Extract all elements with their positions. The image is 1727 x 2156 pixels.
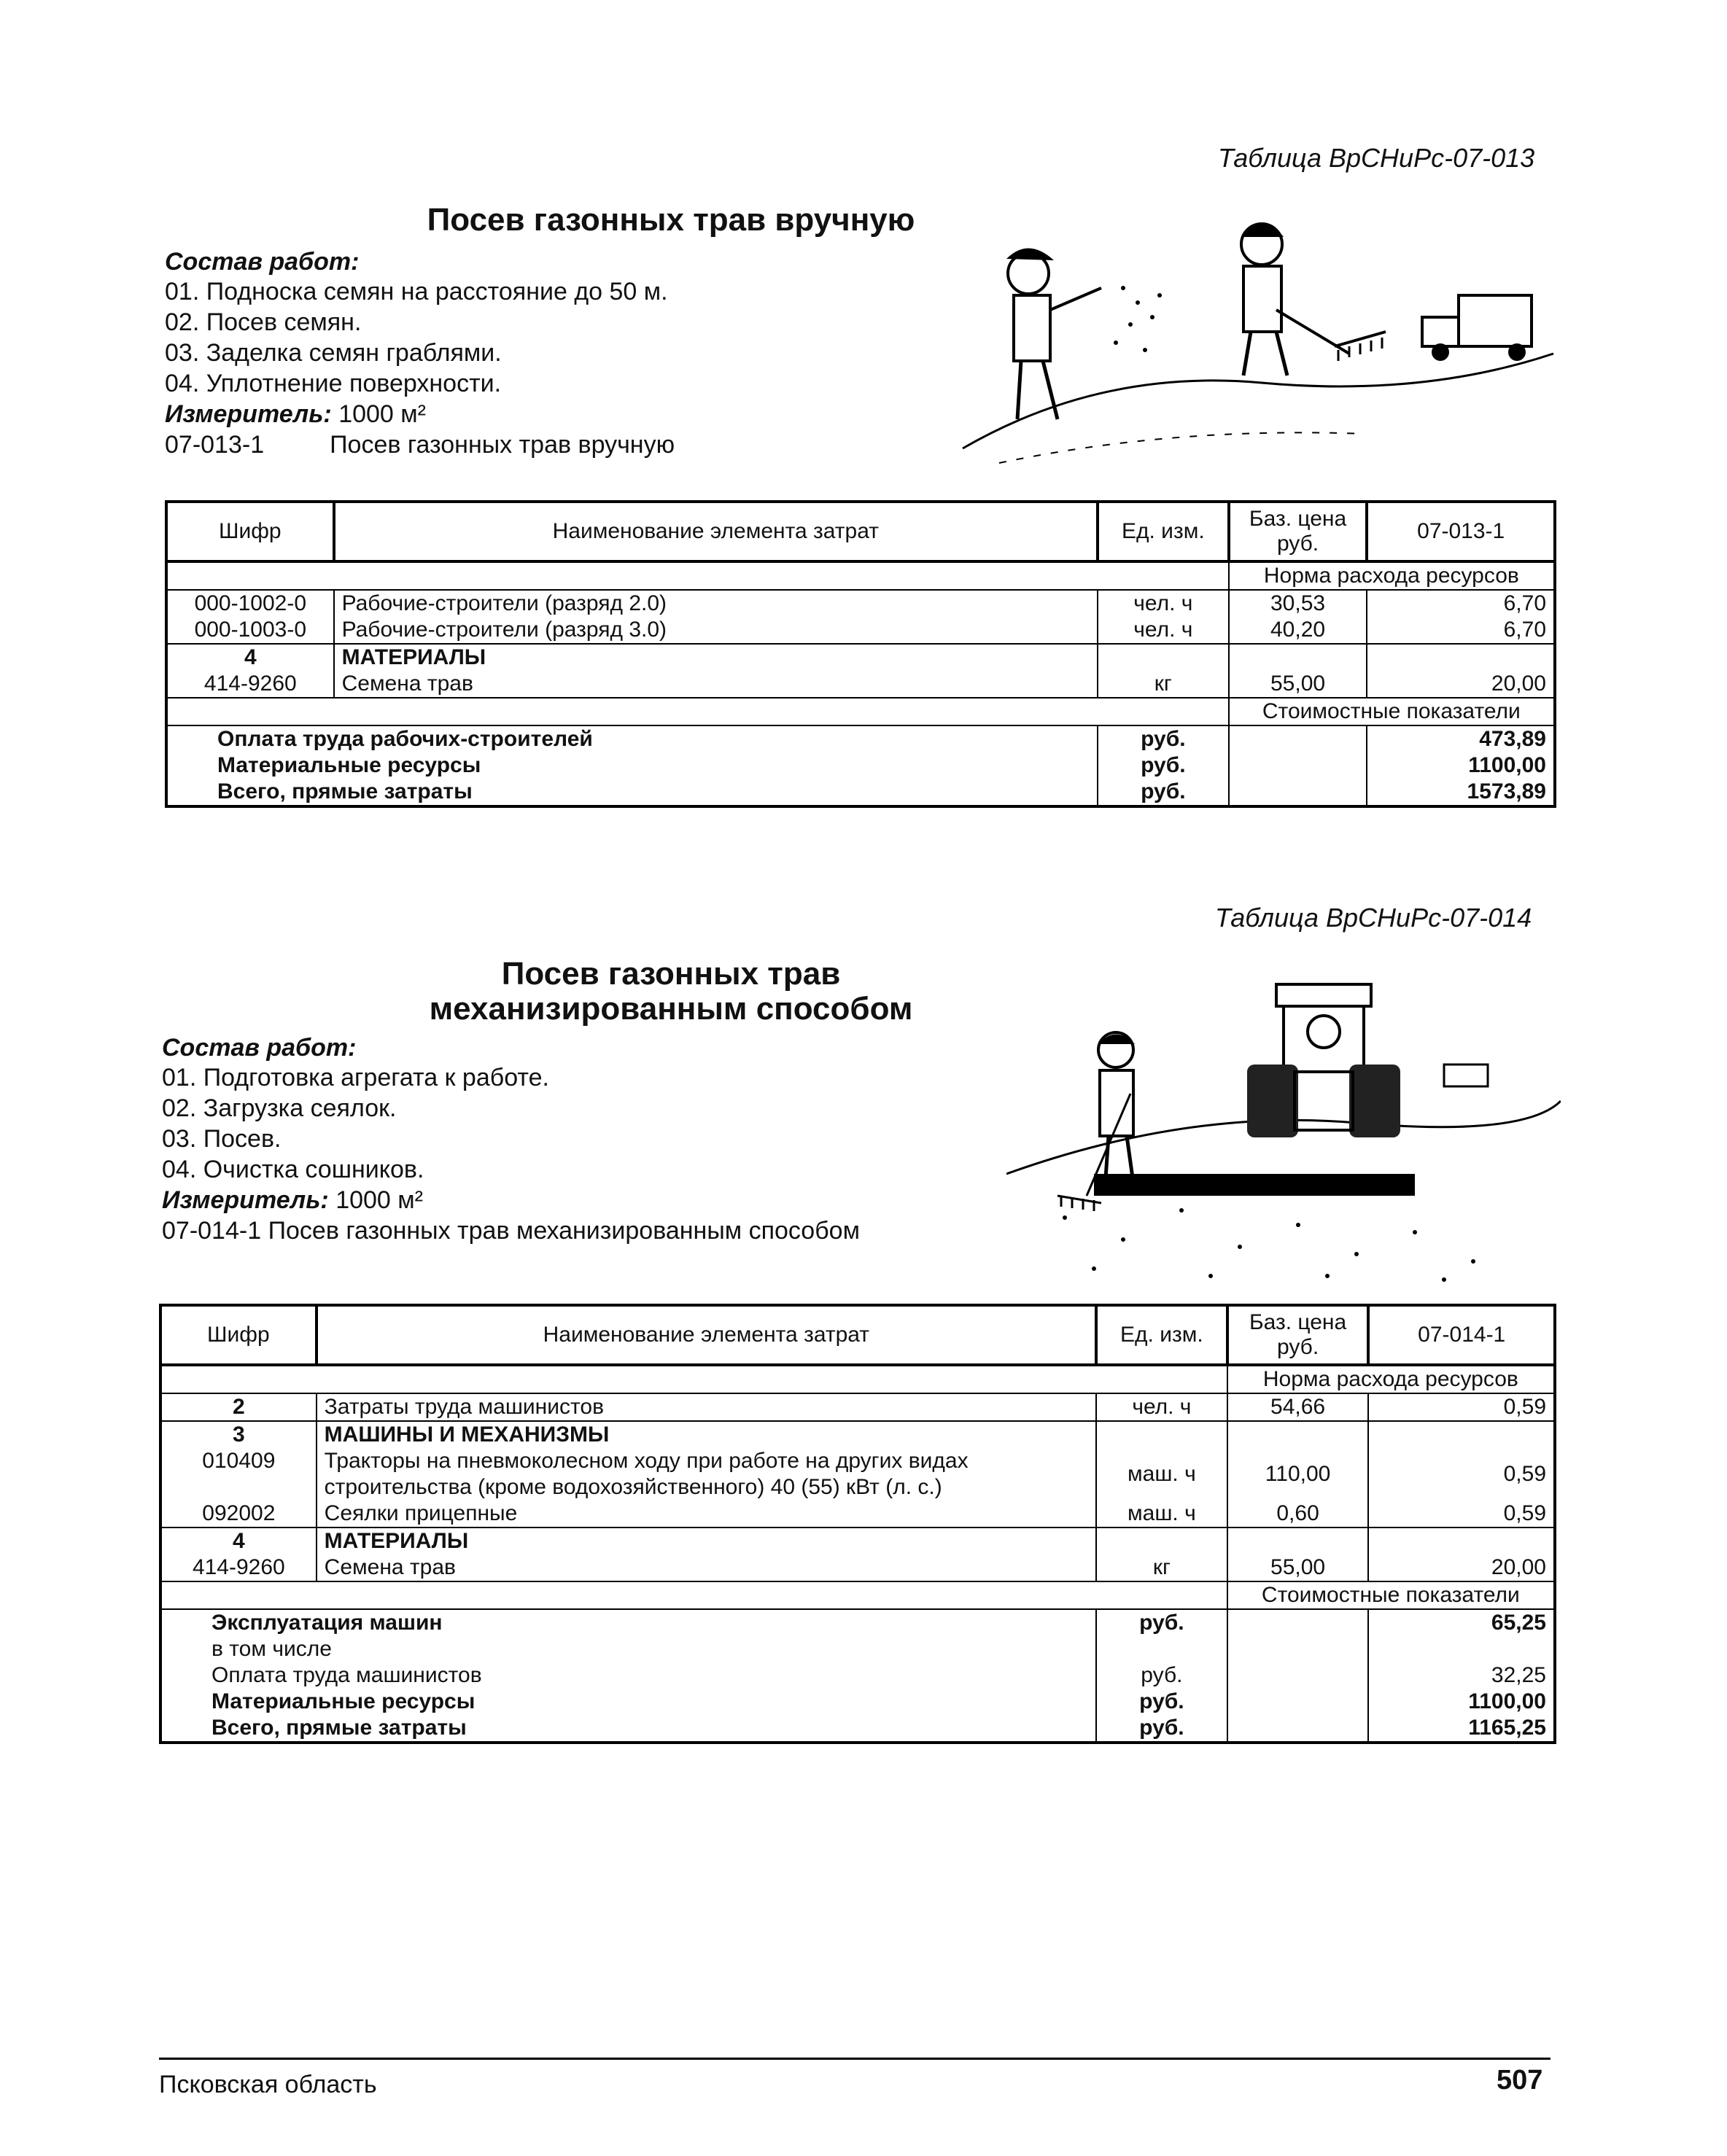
cost-row — [160, 1689, 1555, 1715]
table-row — [166, 617, 1555, 644]
composition-label: Состав работ: — [165, 248, 360, 276]
cost-name: в том числе — [160, 1636, 1096, 1662]
cell-cipher: 010409 — [160, 1448, 317, 1501]
code: 07-013-1 — [165, 431, 265, 459]
cost-unit: руб. — [1098, 725, 1229, 752]
cell-value: 0,59 — [1368, 1393, 1555, 1421]
cell-value: 6,70 — [1367, 590, 1555, 617]
tractor-illustration — [1006, 955, 1561, 1291]
cell-name: Семена трав — [317, 1554, 1096, 1581]
cell-cipher: 000-1002-0 — [166, 590, 334, 617]
table-row — [160, 1448, 1555, 1501]
cost-value — [1368, 1636, 1555, 1662]
cost-unit: руб. — [1098, 779, 1229, 806]
section-title: Посев газонных трав вручную — [427, 202, 915, 238]
norm-label: Норма расхода ресурсов — [1229, 561, 1555, 590]
cell-cipher: 000-1003-0 — [166, 617, 334, 644]
cost-value: 1100,00 — [1368, 1689, 1555, 1715]
cost-name: Материальные ресурсы — [166, 752, 1098, 779]
step-item: 01. Подготовка агрегата к работе. — [162, 1064, 549, 1091]
cost-unit — [1096, 1636, 1227, 1662]
header-name: Наименование элемента затрат — [334, 502, 1098, 561]
cost-value: 1573,89 — [1367, 779, 1555, 806]
table-row — [160, 1528, 1555, 1554]
step-item: 04. Уплотнение поверхности. — [165, 370, 502, 397]
header-cipher: Шифр — [160, 1305, 317, 1365]
cell-price: 55,00 — [1229, 671, 1367, 698]
step-item: 04. Очистка сошников. — [162, 1156, 424, 1183]
cost-label: Стоимостные показатели — [1227, 1581, 1555, 1609]
cell-unit: маш. ч — [1096, 1448, 1227, 1501]
cell-price: 30,53 — [1229, 590, 1367, 617]
cost-row — [160, 1662, 1555, 1689]
meter-label: Измеритель: — [165, 400, 332, 428]
cell-cipher: 2 — [160, 1393, 317, 1421]
step-item: 03. Заделка семян граблями. — [165, 339, 502, 367]
cost-table — [159, 1304, 1556, 1744]
cost-row — [166, 725, 1555, 752]
cost-row — [160, 1609, 1555, 1636]
meter — [162, 1185, 860, 1215]
cell-price: 0,60 — [1227, 1501, 1369, 1528]
step-item: 02. Загрузка сеялок. — [162, 1094, 397, 1122]
cost-name: Эксплуатация машин — [160, 1609, 1096, 1636]
cost-row — [166, 779, 1555, 806]
cell-price: 54,66 — [1227, 1393, 1369, 1421]
cell-value: 6,70 — [1367, 617, 1555, 644]
footer-region: Псковская область — [159, 2071, 377, 2098]
cost-unit: руб. — [1096, 1609, 1227, 1636]
table-ref: Таблица ВрСНиРс-07-014 — [1215, 903, 1532, 933]
table-row — [166, 590, 1555, 617]
cell-unit: кг — [1096, 1554, 1227, 1581]
header-unit: Ед. изм. — [1096, 1305, 1227, 1365]
header-name: Наименование элемента затрат — [317, 1305, 1096, 1365]
title-line: Посев газонных трав — [501, 956, 841, 992]
cost-name: Оплата труда рабочих-строителей — [166, 725, 1098, 752]
cost-value: 1165,25 — [1368, 1715, 1555, 1743]
table-row — [166, 671, 1555, 698]
cell-value: 20,00 — [1368, 1554, 1555, 1581]
cell-unit: чел. ч — [1096, 1393, 1227, 1421]
cell-name: Затраты труда машинистов — [317, 1393, 1096, 1421]
page-number: 507 — [1497, 2065, 1543, 2095]
cell-cipher: 4 — [166, 644, 334, 671]
cell-value: 20,00 — [1367, 671, 1555, 698]
cost-value: 1100,00 — [1367, 752, 1555, 779]
code: 07-014-1 — [162, 1217, 262, 1245]
cost-row — [160, 1636, 1555, 1662]
step-item: 02. Посев семян. — [165, 308, 362, 336]
code-line — [162, 1215, 860, 1246]
table-row — [160, 1554, 1555, 1581]
composition-label: Состав работ: — [162, 1034, 357, 1062]
cell-name: МАШИНЫ И МЕХАНИЗМЫ — [317, 1421, 1096, 1448]
cell-name: Рабочие-строители (разряд 3.0) — [334, 617, 1098, 644]
meter-value: 1000 м² — [338, 400, 426, 428]
cost-unit: руб. — [1096, 1715, 1227, 1743]
title-line: механизированным способом — [429, 991, 913, 1027]
cell-price: 110,00 — [1227, 1448, 1369, 1501]
meter-label: Измеритель: — [162, 1186, 329, 1214]
header-code: 07-014-1 — [1368, 1305, 1555, 1365]
work-composition — [162, 1034, 860, 1246]
work-composition — [165, 248, 675, 460]
footer-rule — [159, 2058, 1551, 2060]
header-code: 07-013-1 — [1367, 502, 1555, 561]
meter — [165, 399, 675, 429]
cost-name: Всего, прямые затраты — [160, 1715, 1096, 1743]
cell-unit: чел. ч — [1098, 590, 1229, 617]
cost-unit: руб. — [1096, 1689, 1227, 1715]
cell-cipher: 414-9260 — [166, 671, 334, 698]
meter-value: 1000 м² — [335, 1186, 423, 1214]
cost-unit: руб. — [1098, 752, 1229, 779]
cost-row — [166, 752, 1555, 779]
table-row — [166, 644, 1555, 671]
cell-unit: маш. ч — [1096, 1501, 1227, 1528]
table-row — [160, 1393, 1555, 1421]
table-row — [160, 1421, 1555, 1448]
cell-price: 40,20 — [1229, 617, 1367, 644]
cost-table — [165, 500, 1556, 808]
cost-unit: руб. — [1096, 1662, 1227, 1689]
header-cipher: Шифр — [166, 502, 334, 561]
step-item: 03. Посев. — [162, 1125, 282, 1153]
cell-cipher: 3 — [160, 1421, 317, 1448]
cost-value: 32,25 — [1368, 1662, 1555, 1689]
cell-value: 0,59 — [1368, 1448, 1555, 1501]
cost-name: Материальные ресурсы — [160, 1689, 1096, 1715]
cost-value: 473,89 — [1367, 725, 1555, 752]
cell-name: МАТЕРИАЛЫ — [317, 1528, 1096, 1554]
cell-name: Тракторы на пневмоколесном ходу при работе на других видах строительства (кроме водохозяйственного) 40 (55) кВт (л. с.) — [317, 1448, 1096, 1501]
code-name: Посев газонных трав вручную — [330, 431, 675, 459]
cell-unit: кг — [1098, 671, 1229, 698]
cell-name: Семена трав — [334, 671, 1098, 698]
cost-value: 65,25 — [1368, 1609, 1555, 1636]
cost-row — [160, 1715, 1555, 1743]
cell-cipher: 4 — [160, 1528, 317, 1554]
norm-label: Норма расхода ресурсов — [1227, 1365, 1555, 1393]
cell-cipher: 414-9260 — [160, 1554, 317, 1581]
cost-name: Оплата труда машинистов — [160, 1662, 1096, 1689]
cell-unit: чел. ч — [1098, 617, 1229, 644]
cell-price: 55,00 — [1227, 1554, 1369, 1581]
table-ref: Таблица ВрСНиРс-07-013 — [1218, 143, 1535, 173]
cell-name: Рабочие-строители (разряд 2.0) — [334, 590, 1098, 617]
code-name: Посев газонных трав механизированным способом — [268, 1217, 860, 1245]
code-line — [165, 429, 675, 460]
header-price: Баз. цена руб. — [1229, 502, 1367, 561]
cost-label: Стоимостные показатели — [1229, 698, 1555, 725]
cell-name: Сеялки прицепные — [317, 1501, 1096, 1528]
header-unit: Ед. изм. — [1098, 502, 1229, 561]
cell-cipher: 092002 — [160, 1501, 317, 1528]
section-title — [306, 957, 1036, 1027]
table-row — [160, 1501, 1555, 1528]
sowing-illustration — [955, 208, 1561, 478]
cell-value: 0,59 — [1368, 1501, 1555, 1528]
header-price: Баз. цена руб. — [1227, 1305, 1369, 1365]
cell-name: МАТЕРИАЛЫ — [334, 644, 1098, 671]
step-item: 01. Подноска семян на расстояние до 50 м. — [165, 278, 668, 306]
cost-name: Всего, прямые затраты — [166, 779, 1098, 806]
